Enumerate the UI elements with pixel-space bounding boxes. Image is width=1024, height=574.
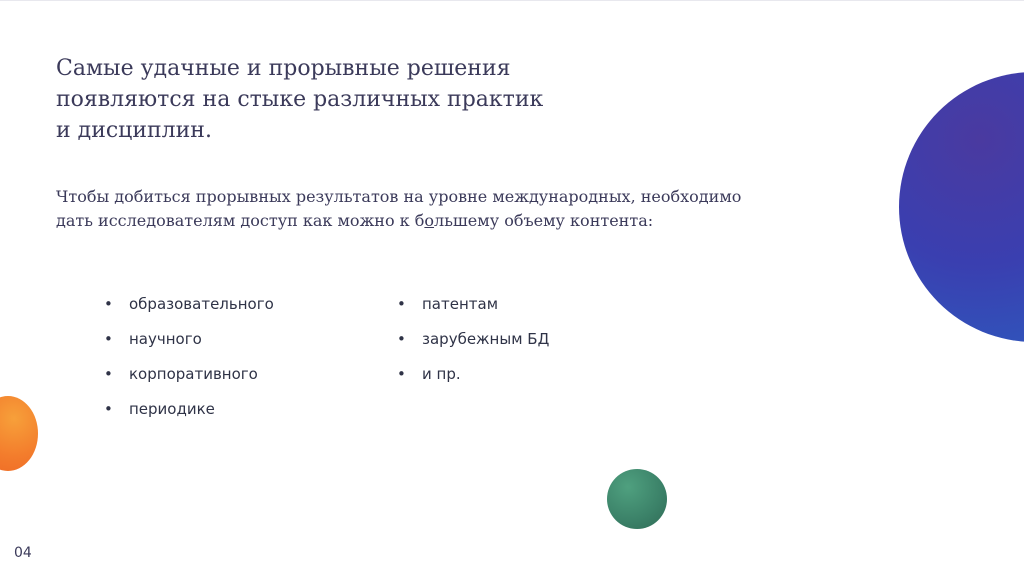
bullet-marker: • (397, 330, 406, 348)
subtitle-underlined-letter: о (424, 211, 435, 230)
bullet-marker: • (397, 295, 406, 313)
page-number: 04 (14, 545, 32, 561)
subtitle-text-part-2: льшему объему контента: (434, 211, 654, 230)
bullet-list-left (104, 294, 274, 434)
bullet-list-right (397, 294, 549, 399)
list-item (104, 399, 274, 434)
list-item-label: корпоративного (129, 365, 258, 383)
list-item (104, 329, 274, 364)
decorative-orange-circle (0, 396, 38, 471)
list-item (104, 294, 274, 329)
list-item-label: образовательного (129, 295, 274, 313)
list-item (397, 329, 549, 364)
list-item (397, 294, 549, 329)
decorative-green-circle (607, 469, 667, 529)
bullet-marker: • (104, 365, 113, 383)
list-item-label: периодике (129, 400, 215, 418)
list-item (104, 364, 274, 399)
top-divider (0, 0, 1024, 1)
list-item-label: научного (129, 330, 202, 348)
list-item-label: зарубежным БД (422, 330, 550, 348)
bullet-marker: • (397, 365, 406, 383)
list-item (397, 364, 549, 399)
slide-subtitle (56, 185, 816, 233)
decorative-blue-circle (899, 72, 1024, 342)
bullet-marker: • (104, 400, 113, 418)
slide-title: Самые удачные и прорывные решения появляются на стыке различных практик и дисциплин. (56, 56, 544, 143)
bullet-marker: • (104, 295, 113, 313)
list-item-label: и пр. (422, 365, 461, 383)
list-item-label: патентам (422, 295, 499, 313)
bullet-marker: • (104, 330, 113, 348)
subtitle-text-part-1: Чтобы добиться прорывных результатов на уровне международных, необходимо дать исследователям доступ как можно к б (56, 187, 742, 230)
